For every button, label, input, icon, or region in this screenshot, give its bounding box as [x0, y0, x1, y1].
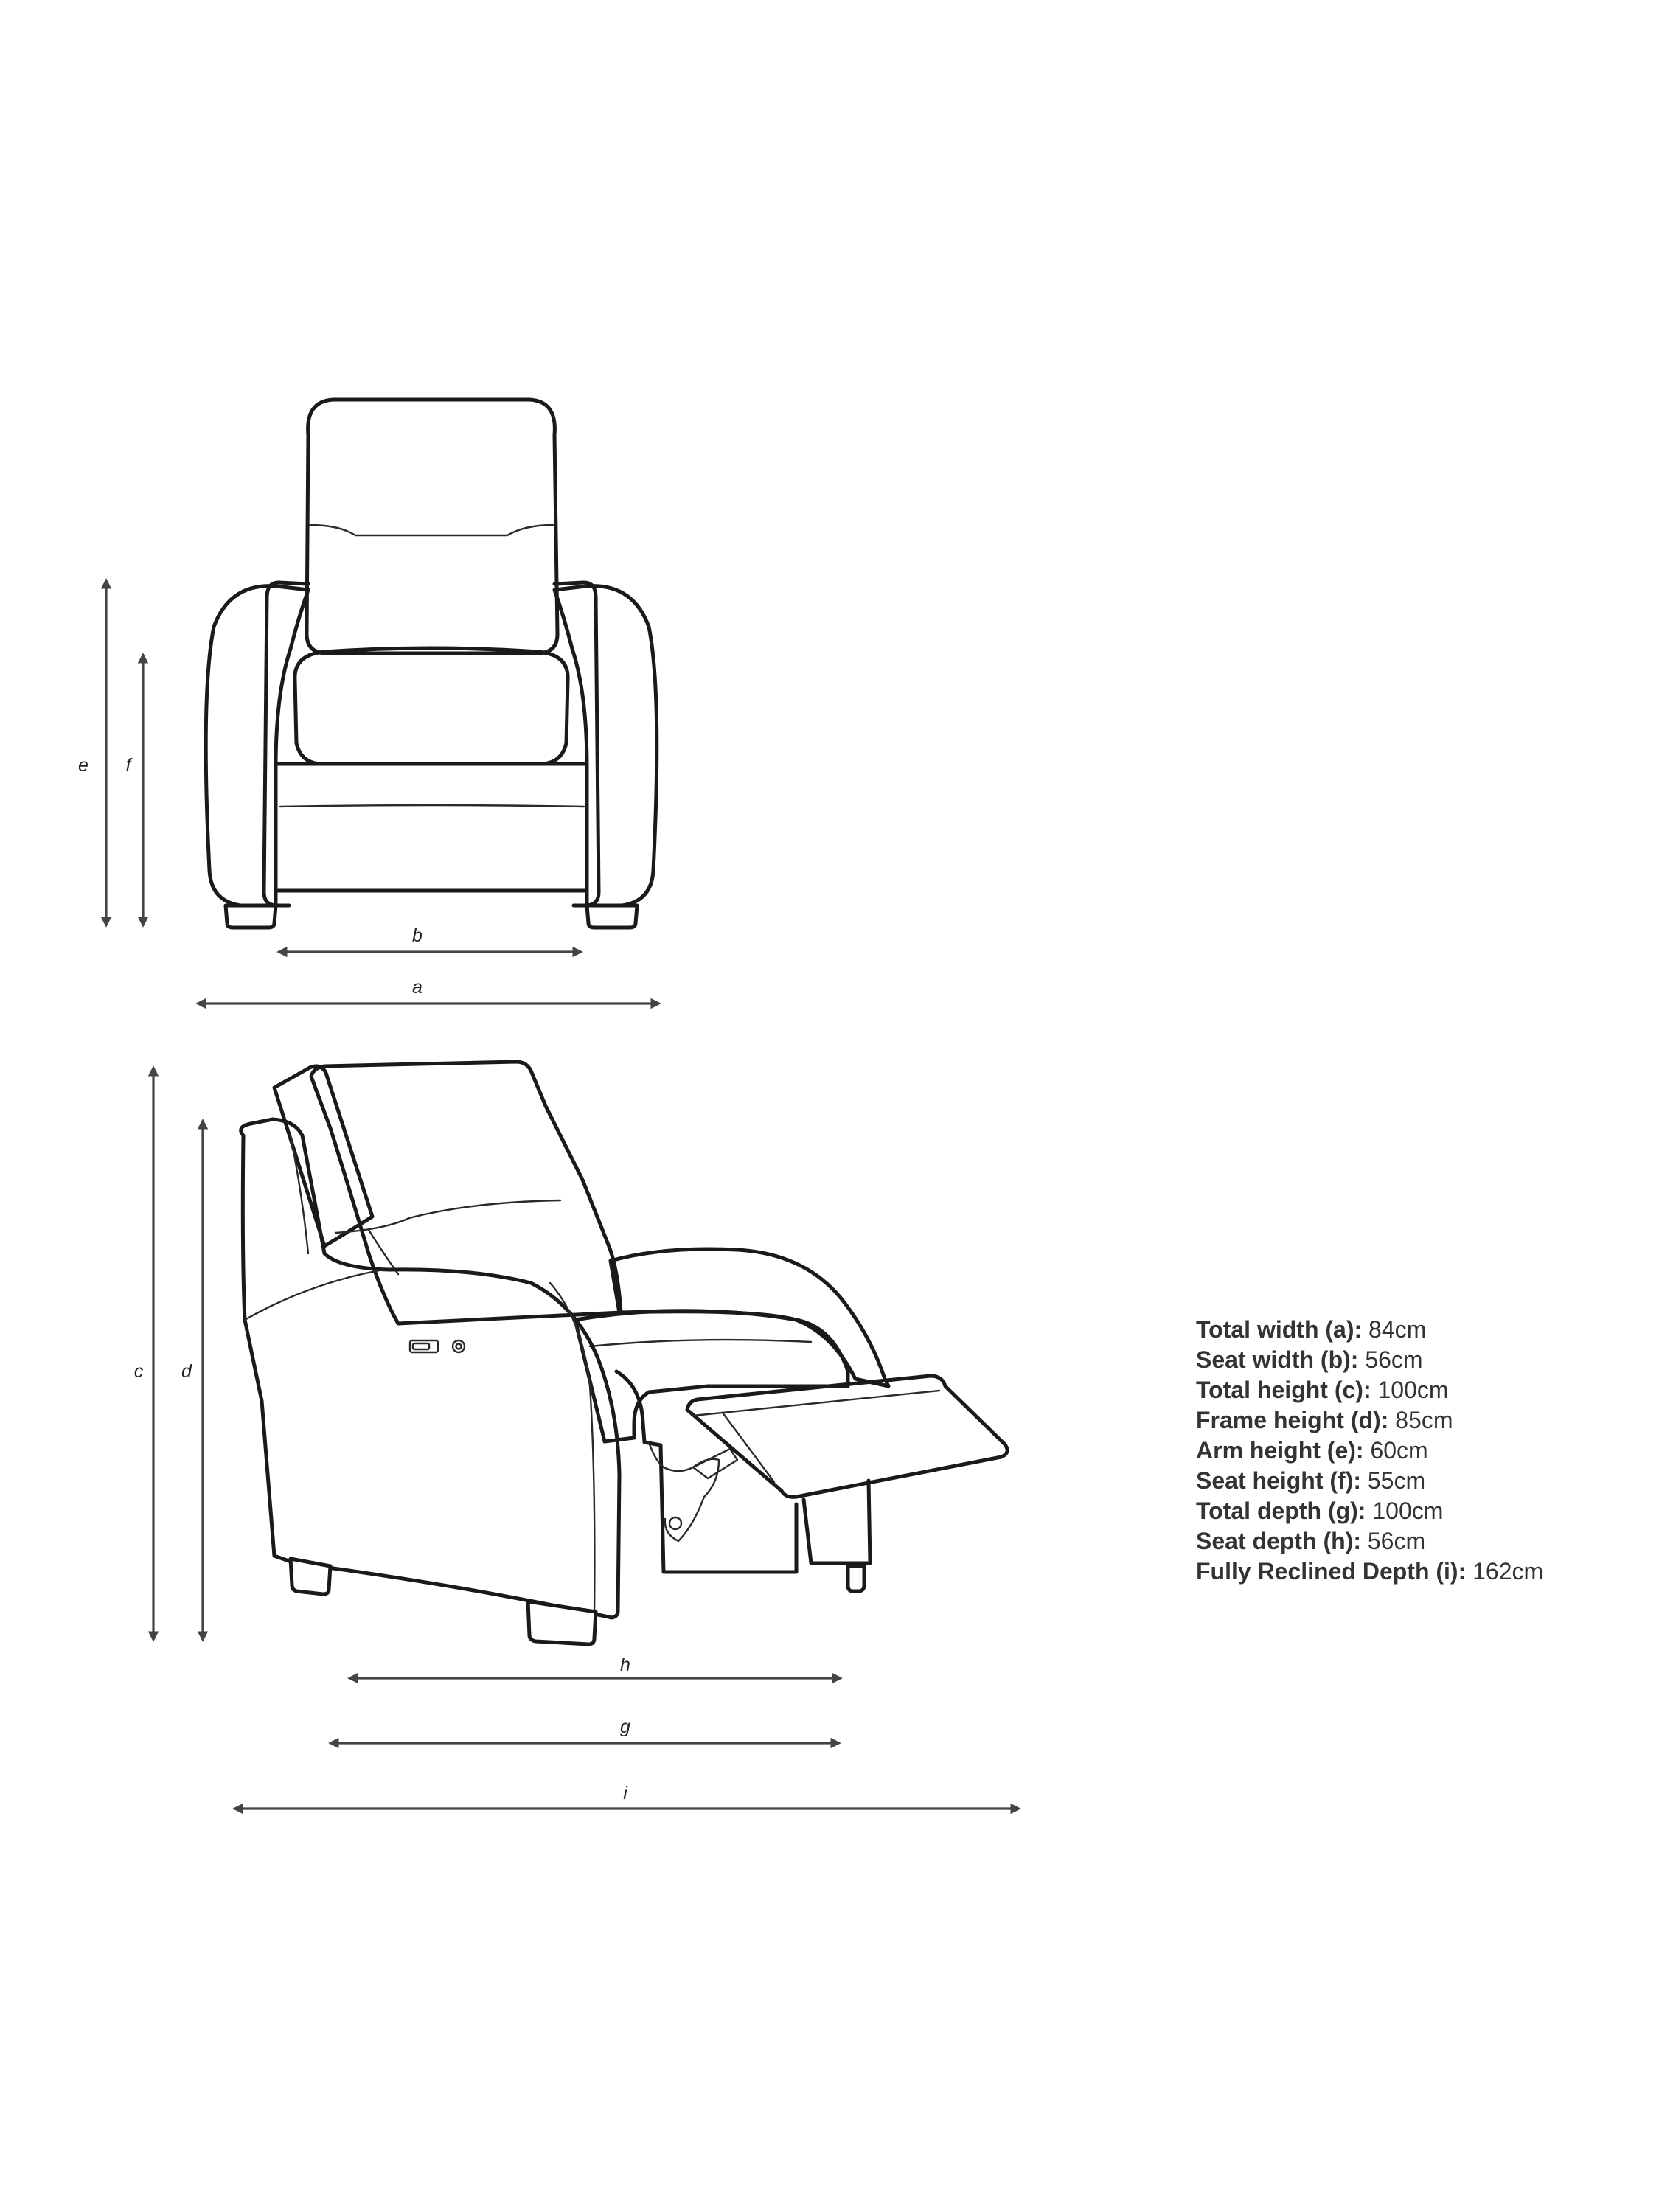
spec-row-frame-height — [1196, 1405, 1638, 1436]
spec-row-reclined-depth — [1196, 1557, 1638, 1587]
spec-value: 100cm — [1377, 1377, 1449, 1403]
spec-row-seat-height — [1196, 1466, 1638, 1496]
dim-b-label: b — [412, 925, 422, 946]
spec-row-total-depth — [1196, 1496, 1638, 1526]
spec-label: Total depth (g): — [1196, 1498, 1366, 1524]
spec-row-total-width — [1196, 1315, 1638, 1345]
dim-a-label: a — [412, 977, 422, 998]
dim-f-label: f — [125, 755, 131, 776]
spec-row-total-height — [1196, 1375, 1638, 1405]
dim-h-label: h — [620, 1655, 630, 1675]
front-view-armchair — [206, 400, 657, 928]
spec-label: Seat height (f): — [1196, 1467, 1361, 1494]
spec-label: Seat width (b): — [1196, 1346, 1359, 1373]
spec-row-seat-depth — [1196, 1526, 1638, 1557]
spec-label: Arm height (e): — [1196, 1437, 1364, 1464]
dimension-spec-list — [1196, 1315, 1638, 1587]
spec-label: Fully Reclined Depth (i): — [1196, 1558, 1467, 1585]
spec-value: 55cm — [1367, 1467, 1426, 1494]
dim-c-label: c — [133, 1361, 144, 1382]
spec-row-seat-width — [1196, 1345, 1638, 1375]
dim-i-label: i — [623, 1783, 627, 1804]
spec-value: 60cm — [1370, 1437, 1428, 1464]
spec-value: 56cm — [1365, 1346, 1423, 1373]
spec-value: 56cm — [1367, 1528, 1426, 1554]
spec-value: 162cm — [1472, 1558, 1544, 1585]
spec-value: 84cm — [1368, 1316, 1427, 1343]
dim-e-label: e — [78, 755, 88, 776]
side-view-recliner — [241, 1062, 1008, 1644]
spec-value: 85cm — [1395, 1407, 1453, 1433]
spec-value: 100cm — [1372, 1498, 1444, 1524]
dim-d-label: d — [181, 1361, 192, 1382]
dim-g-label: g — [620, 1717, 630, 1737]
spec-label: Seat depth (h): — [1196, 1528, 1361, 1554]
spec-label: Frame height (d): — [1196, 1407, 1389, 1433]
spec-label: Total height (c): — [1196, 1377, 1371, 1403]
spec-row-arm-height — [1196, 1436, 1638, 1466]
spec-label: Total width (a): — [1196, 1316, 1363, 1343]
